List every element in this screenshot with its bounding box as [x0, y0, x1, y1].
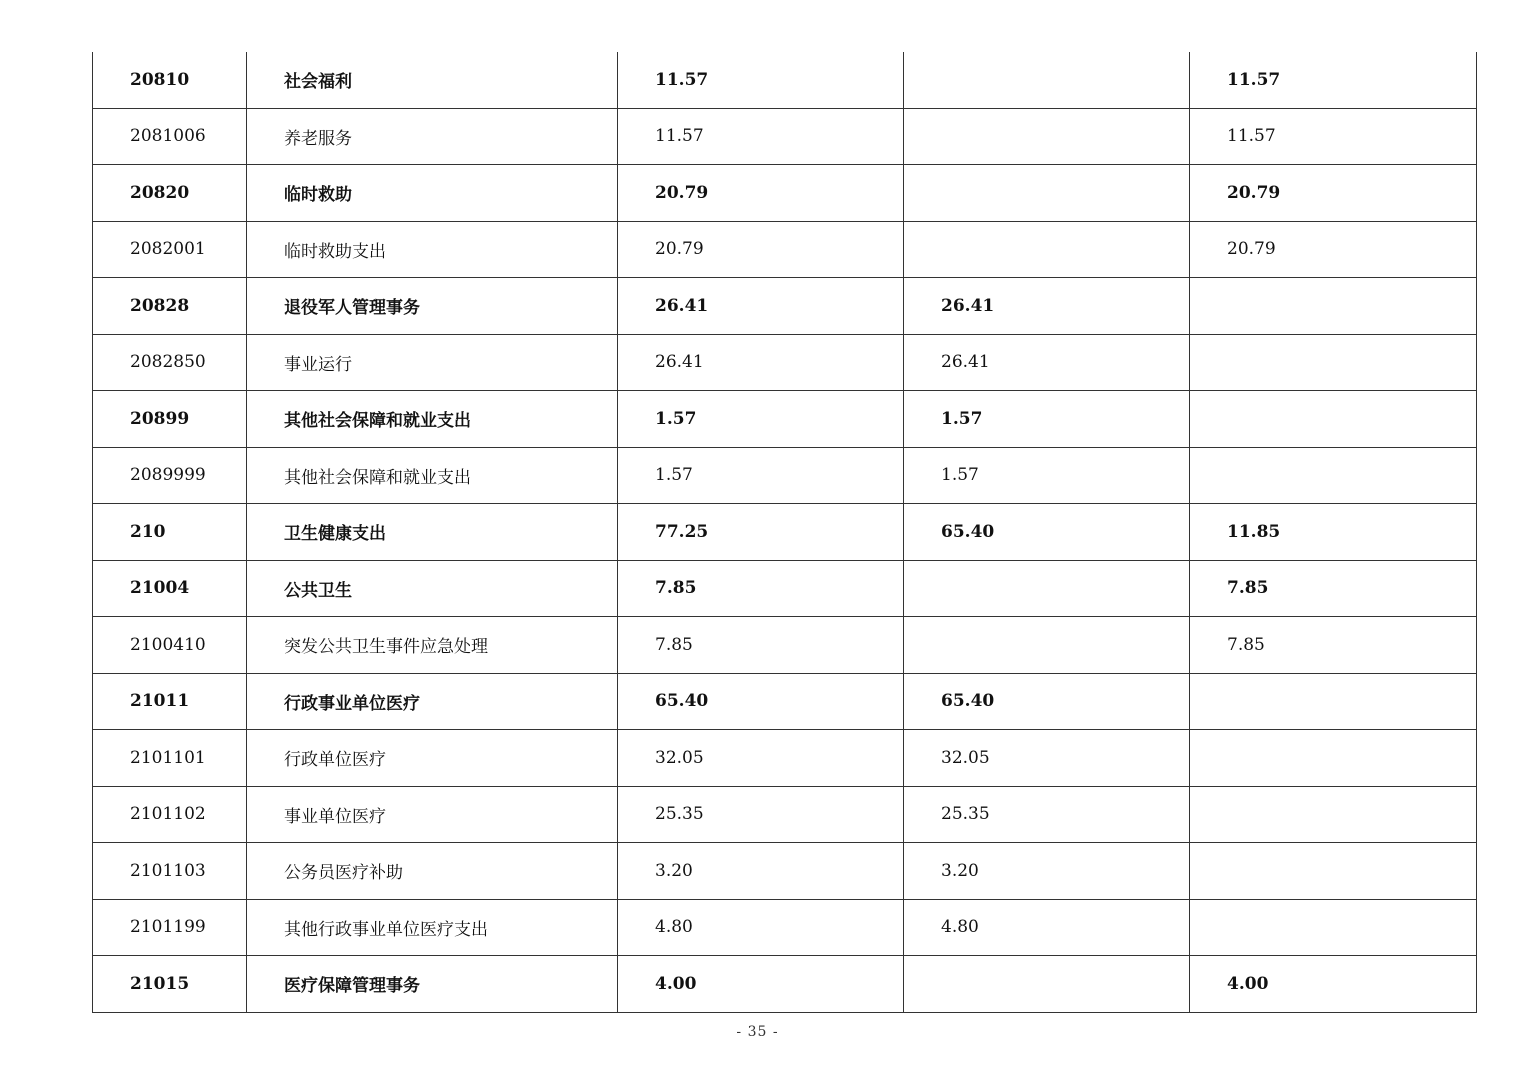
- subject-code-cell: 2100410: [93, 617, 247, 674]
- project-expenditure-cell: [1190, 334, 1477, 391]
- subject-name-cell: 行政事业单位医疗: [247, 673, 618, 730]
- subject-code-cell: 2082001: [93, 221, 247, 278]
- project-expenditure-cell: [1190, 278, 1477, 335]
- subject-name-cell: 卫生健康支出: [247, 504, 618, 561]
- total-amount-cell: 32.05: [618, 730, 904, 787]
- subject-name-cell: 突发公共卫生事件应急处理: [247, 617, 618, 674]
- basic-expenditure-cell: [904, 221, 1190, 278]
- basic-expenditure-cell: 1.57: [904, 391, 1190, 448]
- total-amount-cell: 26.41: [618, 334, 904, 391]
- subject-name-cell: 公务员医疗补助: [247, 843, 618, 900]
- project-expenditure-cell: [1190, 899, 1477, 956]
- project-expenditure-cell: [1190, 786, 1477, 843]
- table-row: [93, 843, 1477, 900]
- page-number: - 35 -: [736, 1024, 779, 1040]
- project-expenditure-cell: 7.85: [1190, 617, 1477, 674]
- subject-name-cell: 临时救助: [247, 165, 618, 222]
- table-row: [93, 956, 1477, 1013]
- table-row: [93, 504, 1477, 561]
- table-body: [93, 52, 1477, 1012]
- table-row: [93, 165, 1477, 222]
- subject-name-cell: 医疗保障管理事务: [247, 956, 618, 1013]
- basic-expenditure-cell: 3.20: [904, 843, 1190, 900]
- basic-expenditure-cell: 32.05: [904, 730, 1190, 787]
- total-amount-cell: 1.57: [618, 391, 904, 448]
- subject-code-cell: 2101199: [93, 899, 247, 956]
- subject-name-cell: 事业运行: [247, 334, 618, 391]
- subject-code-cell: 2101102: [93, 786, 247, 843]
- subject-code-cell: 21015: [93, 956, 247, 1013]
- total-amount-cell: 77.25: [618, 504, 904, 561]
- project-expenditure-cell: 20.79: [1190, 165, 1477, 222]
- subject-code-cell: 2101101: [93, 730, 247, 787]
- basic-expenditure-cell: [904, 560, 1190, 617]
- project-expenditure-cell: [1190, 843, 1477, 900]
- total-amount-cell: 4.80: [618, 899, 904, 956]
- subject-name-cell: 社会福利: [247, 52, 618, 108]
- subject-name-cell: 其他社会保障和就业支出: [247, 391, 618, 448]
- project-expenditure-cell: 11.85: [1190, 504, 1477, 561]
- project-expenditure-cell: 7.85: [1190, 560, 1477, 617]
- budget-expenditure-table: [92, 52, 1477, 1013]
- basic-expenditure-cell: 25.35: [904, 786, 1190, 843]
- subject-code-cell: 20810: [93, 52, 247, 108]
- table-row: [93, 391, 1477, 448]
- subject-code-cell: 21011: [93, 673, 247, 730]
- subject-name-cell: 事业单位医疗: [247, 786, 618, 843]
- subject-code-cell: 2089999: [93, 447, 247, 504]
- subject-name-cell: 养老服务: [247, 108, 618, 165]
- total-amount-cell: 7.85: [618, 617, 904, 674]
- total-amount-cell: 3.20: [618, 843, 904, 900]
- basic-expenditure-cell: 65.40: [904, 673, 1190, 730]
- project-expenditure-cell: 11.57: [1190, 108, 1477, 165]
- project-expenditure-cell: 4.00: [1190, 956, 1477, 1013]
- total-amount-cell: 11.57: [618, 108, 904, 165]
- basic-expenditure-cell: 26.41: [904, 278, 1190, 335]
- table-row: [93, 334, 1477, 391]
- subject-name-cell: 行政单位医疗: [247, 730, 618, 787]
- total-amount-cell: 26.41: [618, 278, 904, 335]
- basic-expenditure-cell: [904, 956, 1190, 1013]
- subject-code-cell: 20828: [93, 278, 247, 335]
- subject-name-cell: 公共卫生: [247, 560, 618, 617]
- subject-name-cell: 临时救助支出: [247, 221, 618, 278]
- project-expenditure-cell: [1190, 730, 1477, 787]
- subject-code-cell: 20899: [93, 391, 247, 448]
- total-amount-cell: 20.79: [618, 221, 904, 278]
- table-row: [93, 278, 1477, 335]
- table-row: [93, 447, 1477, 504]
- subject-name-cell: 其他行政事业单位医疗支出: [247, 899, 618, 956]
- table-row: [93, 560, 1477, 617]
- table-row: [93, 108, 1477, 165]
- basic-expenditure-cell: 1.57: [904, 447, 1190, 504]
- project-expenditure-cell: [1190, 673, 1477, 730]
- subject-code-cell: 21004: [93, 560, 247, 617]
- total-amount-cell: 1.57: [618, 447, 904, 504]
- subject-code-cell: 2082850: [93, 334, 247, 391]
- basic-expenditure-cell: 65.40: [904, 504, 1190, 561]
- subject-code-cell: 2101103: [93, 843, 247, 900]
- basic-expenditure-cell: 4.80: [904, 899, 1190, 956]
- table-row: [93, 899, 1477, 956]
- total-amount-cell: 11.57: [618, 52, 904, 108]
- table-row: [93, 52, 1477, 108]
- subject-name-cell: 其他社会保障和就业支出: [247, 447, 618, 504]
- table-row: [93, 786, 1477, 843]
- subject-name-cell: 退役军人管理事务: [247, 278, 618, 335]
- basic-expenditure-cell: [904, 52, 1190, 108]
- basic-expenditure-cell: [904, 165, 1190, 222]
- project-expenditure-cell: [1190, 391, 1477, 448]
- table-row: [93, 730, 1477, 787]
- total-amount-cell: 4.00: [618, 956, 904, 1013]
- project-expenditure-cell: 11.57: [1190, 52, 1477, 108]
- total-amount-cell: 20.79: [618, 165, 904, 222]
- subject-code-cell: 20820: [93, 165, 247, 222]
- basic-expenditure-cell: [904, 108, 1190, 165]
- total-amount-cell: 25.35: [618, 786, 904, 843]
- basic-expenditure-cell: 26.41: [904, 334, 1190, 391]
- table-row: [93, 617, 1477, 674]
- table-row: [93, 221, 1477, 278]
- total-amount-cell: 65.40: [618, 673, 904, 730]
- total-amount-cell: 7.85: [618, 560, 904, 617]
- project-expenditure-cell: [1190, 447, 1477, 504]
- table-row: [93, 673, 1477, 730]
- subject-code-cell: 2081006: [93, 108, 247, 165]
- subject-code-cell: 210: [93, 504, 247, 561]
- project-expenditure-cell: 20.79: [1190, 221, 1477, 278]
- basic-expenditure-cell: [904, 617, 1190, 674]
